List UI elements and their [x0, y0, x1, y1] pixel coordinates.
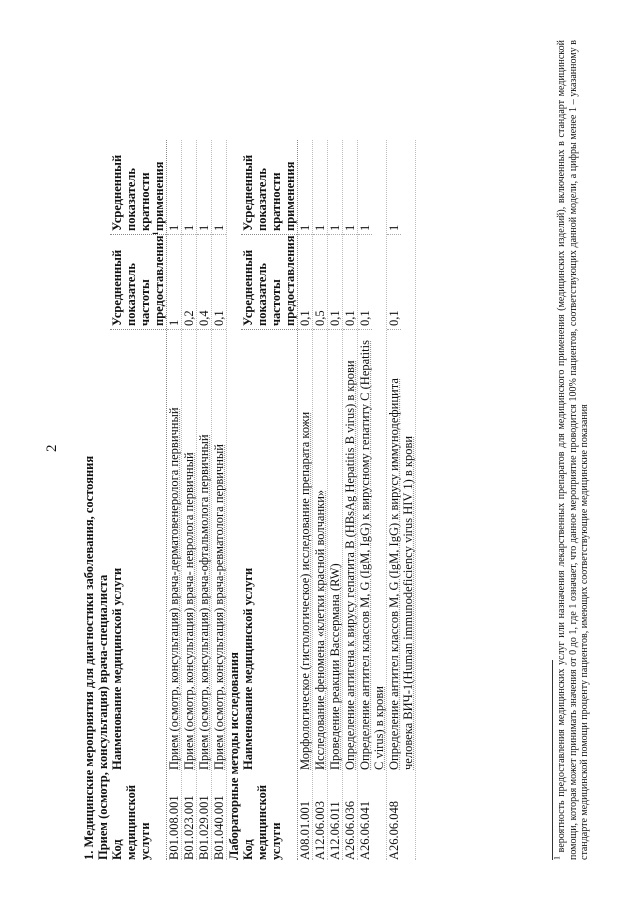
- table-header: [241, 140, 298, 860]
- row-code: B01.008.001: [167, 795, 181, 860]
- row-name: Исследование феномена «клетки красной волчанки»: [313, 489, 327, 770]
- table-row: [182, 140, 197, 860]
- row-code: A26.06.036: [343, 800, 357, 860]
- row-mult: 1: [298, 145, 312, 235]
- row-name: Прием (осмотр, консультация) врача-ревматолога первичный: [212, 444, 226, 770]
- lab-table: [227, 140, 416, 860]
- header-freq: Усредненный показатель частоты предоставления: [241, 235, 297, 330]
- row-freq: 0,5: [313, 235, 327, 330]
- header-mult: Усредненный показатель кратности применения: [110, 145, 166, 235]
- consultation-table: [96, 140, 227, 860]
- row-freq: 0,1: [328, 235, 342, 330]
- row-freq: 0,1: [343, 235, 357, 330]
- row-name: Определение антител классов M, G (IgM, IgG) к вирусу иммунодефицита человека ВИЧ-1(Human immunodeficiency virus HIV 1) в крови: [387, 378, 415, 770]
- table-row: [167, 140, 182, 860]
- row-mult: 1: [343, 145, 357, 235]
- header-code: Код медицинской услуги: [241, 784, 283, 860]
- header-freq: [110, 231, 166, 330]
- row-freq: 0,1: [298, 235, 312, 330]
- row-freq: 0,4: [197, 235, 211, 330]
- page-number: 2: [44, 444, 60, 452]
- row-mult: 1: [167, 145, 181, 235]
- table-row: [358, 140, 387, 860]
- row-mult: 1: [313, 145, 327, 235]
- header-freq-text: Усредненный показатель частоты предоставления: [110, 235, 166, 326]
- row-freq: 1: [167, 235, 181, 330]
- table-row: [298, 140, 313, 860]
- group-title: Прием (осмотр, консультация) врача-специалиста: [96, 574, 110, 860]
- row-mult: 1: [197, 145, 211, 235]
- table-header: [110, 140, 167, 860]
- row-code: A26.06.041: [358, 800, 372, 860]
- row-name: Морфологическое (гистологическое) исследование препарата кожи: [298, 411, 312, 770]
- row-mult: 1: [182, 145, 196, 235]
- table-row: [197, 140, 212, 860]
- row-code: A12.06.011: [328, 801, 342, 860]
- row-code: A12.06.003: [313, 800, 327, 860]
- row-code: A26.06.048: [387, 800, 401, 860]
- header-mult: Усредненный показатель кратности применения: [241, 145, 297, 235]
- rotated-content: [82, 40, 640, 860]
- row-freq: 0,1: [358, 235, 372, 330]
- row-freq: 0,1: [387, 235, 401, 330]
- table-row: [313, 140, 328, 860]
- row-freq: 0,2: [182, 235, 196, 330]
- row-code: A08.01.001: [298, 800, 312, 860]
- section-title: 1. Медицинские мероприятия для диагностики заболевания, состояния: [82, 455, 96, 860]
- row-code: B01.029.001: [197, 795, 211, 860]
- footnote-ref: 1: [150, 231, 160, 236]
- footnote-mark: 1: [552, 856, 562, 860]
- row-name: Проведение реакции Вассермана (RW): [328, 563, 342, 770]
- row-code: B01.040.001: [212, 795, 226, 860]
- footnote-divider: [552, 660, 553, 860]
- row-name: Прием (осмотр, консультация) врача- невролога первичный: [182, 452, 196, 770]
- table-row: [343, 140, 358, 860]
- row-name: Определение антител классов M, G (IgM, IgG) к вирусному гепатиту C (Hepatitis C virus) в крови: [358, 340, 386, 770]
- row-freq: 0,1: [212, 235, 226, 330]
- row-name: Определение антигена к вирусу гепатита B (HBsAg Hepatitis B virus) в крови: [343, 360, 357, 770]
- footnote-text: вероятность предоставления медицинских услуг или назначения лекарственных препаратов для медицинского применения (медицинских изделий), включенных в стандарт медицинской помощи, которая может принимать значения от 0 до 1, где 1 означает, что данное мероприятие проводится 100% пациентов, соответствующих данной модели, а цифры менее 1 – указанному в стандарте медицинской помощи проценту пациентов, имеющих соответствующие медицинские показания: [556, 40, 590, 860]
- row-mult: 1: [328, 145, 342, 235]
- group-title: Лабораторные методы исследования: [227, 652, 241, 860]
- table-row: [212, 140, 227, 860]
- header-name: Наименование медицинской услуги: [110, 567, 124, 770]
- row-code: B01.023.001: [182, 795, 196, 860]
- table-row: [328, 140, 343, 860]
- row-mult: 1: [212, 145, 226, 235]
- row-name: Прием (осмотр, консультация) врача-дерматовенеролога первичный: [167, 407, 181, 770]
- header-code: Код медицинской услуги: [110, 784, 152, 860]
- footnote: [552, 40, 591, 860]
- table-row: [387, 140, 416, 860]
- row-mult: 1: [358, 145, 372, 235]
- row-name: Прием (осмотр, консультация) врача-офтальмолога первичный: [197, 434, 211, 770]
- row-mult: 1: [387, 145, 401, 235]
- header-name: Наименование медицинской услуги: [241, 567, 255, 770]
